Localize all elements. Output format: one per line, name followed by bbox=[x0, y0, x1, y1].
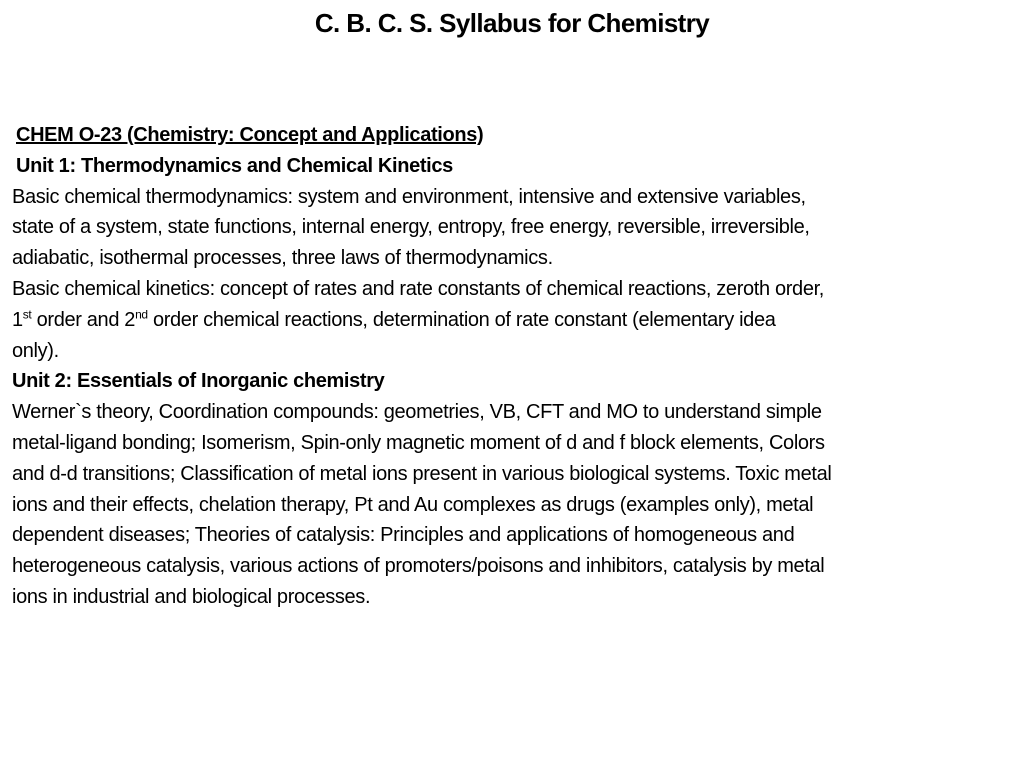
unit-1-thermo-line-1: Basic chemical thermodynamics: system and environment, intensive and extensive variables, bbox=[12, 185, 806, 208]
unit-2-line-7: ions in industrial and biological processes. bbox=[12, 585, 371, 608]
unit-1-kinetics-line-1: Basic chemical kinetics: concept of rates and rate constants of chemical reactions, zeroth order, bbox=[12, 277, 825, 300]
unit-2-line-3: and d-d transitions; Classification of metal ions present in various biological systems. Toxic metal bbox=[12, 462, 832, 485]
unit-2-line-5: dependent diseases; Theories of catalysis: Principles and applications of homogeneous and bbox=[12, 524, 795, 547]
unit-1-thermo-line-3: adiabatic, isothermal processes, three laws of thermodynamics. bbox=[12, 247, 553, 270]
ordinal-suffix-nd: nd bbox=[135, 307, 148, 322]
syllabus-content bbox=[12, 120, 1016, 613]
order-text-and-second: order and 2 bbox=[31, 308, 136, 331]
course-title: CHEM O-23 (Chemistry: Concept and Applications) bbox=[16, 124, 484, 146]
unit-2-line-4: ions and their effects, chelation therapy, Pt and Au complexes as drugs (examples only), metal bbox=[12, 493, 814, 516]
order-text-rest: order chemical reactions, determination of rate constant (elementary idea bbox=[147, 308, 776, 331]
order-number-first: 1 bbox=[12, 308, 23, 331]
unit-2-line-1: Werner`s theory, Coordination compounds: geometries, VB, CFT and MO to understand simple bbox=[12, 401, 822, 424]
unit-2-line-6: heterogeneous catalysis, various actions of promoters/poisons and inhibitors, catalysis by metal bbox=[12, 555, 825, 578]
page-title: C. B. C. S. Syllabus for Chemistry bbox=[314, 8, 710, 38]
unit-2-heading: Unit 2: Essentials of Inorganic chemistry bbox=[12, 370, 385, 393]
unit-1-kinetics-line-2 bbox=[12, 305, 1016, 336]
unit-1-thermo-line-2: state of a system, state functions, internal energy, entropy, free energy, reversible, irreversible, bbox=[12, 216, 810, 239]
ordinal-suffix-st: st bbox=[22, 307, 32, 322]
unit-1-heading: Unit 1: Thermodynamics and Chemical Kinetics bbox=[16, 154, 453, 177]
unit-2-line-2: metal-ligand bonding; Isomerism, Spin-only magnetic moment of d and f block elements, Colors bbox=[12, 431, 825, 454]
unit-1-kinetics-line-3: only). bbox=[12, 339, 59, 362]
